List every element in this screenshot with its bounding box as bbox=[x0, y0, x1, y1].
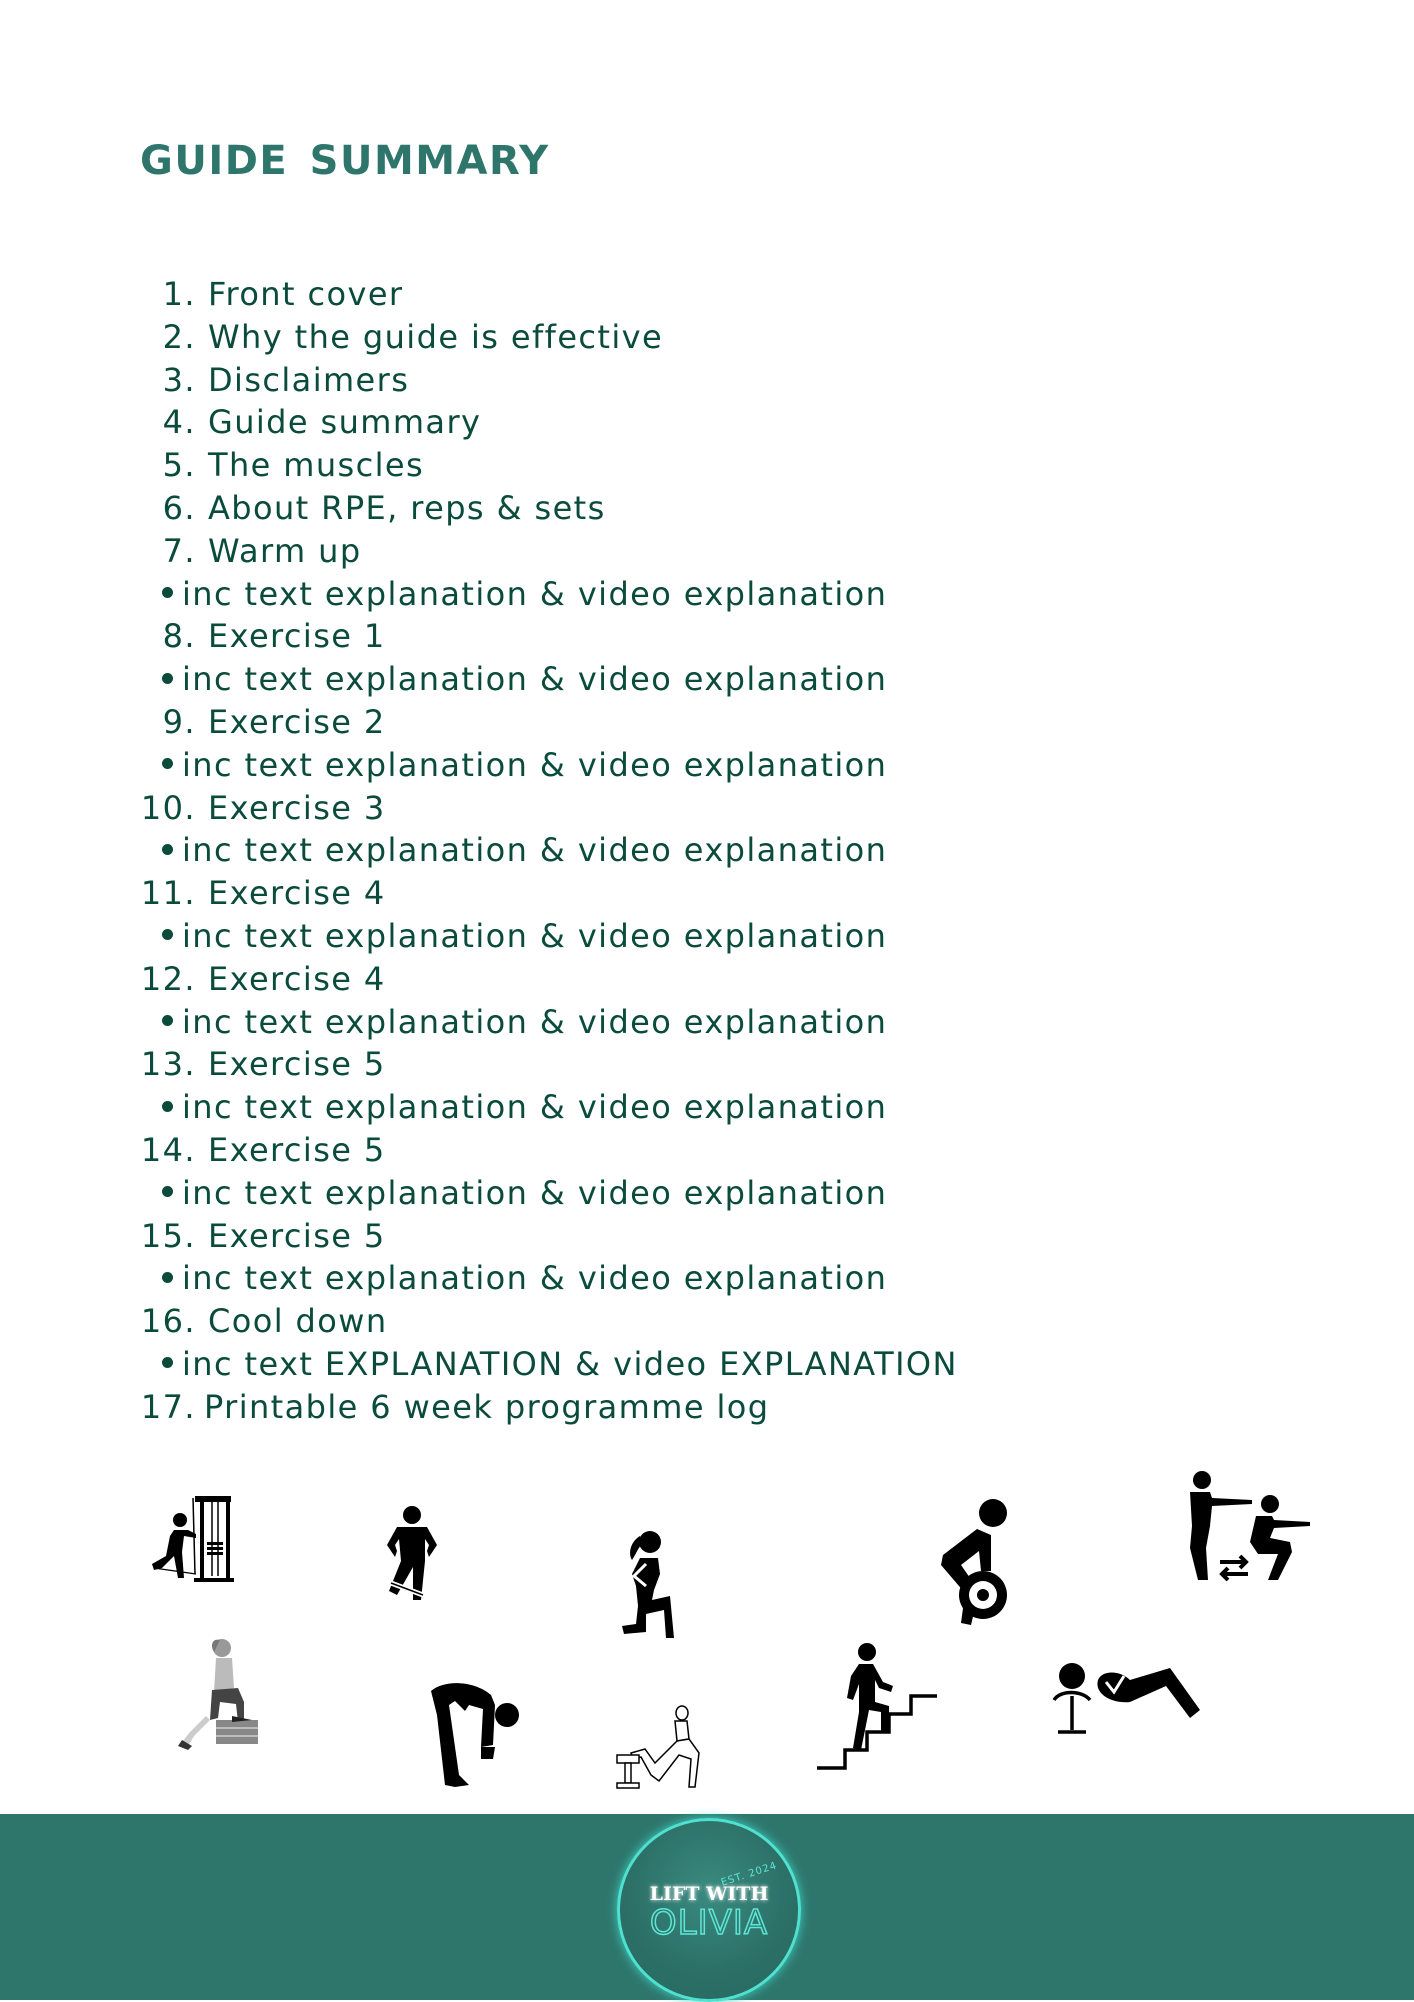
toc-item-number: 12. bbox=[140, 959, 196, 998]
toc-item-number: 8. bbox=[162, 617, 196, 656]
toc-item bbox=[140, 1300, 958, 1343]
logo-est: EST. 2024 bbox=[719, 1860, 779, 1889]
toc-item-label: The muscles bbox=[208, 446, 425, 485]
toc-item-label: inc text EXPLANATION & video EXPLANATION bbox=[182, 1344, 958, 1383]
toc-item-label: Exercise 2 bbox=[208, 702, 386, 741]
bullet-icon bbox=[140, 915, 182, 958]
toc-item-label: Exercise 5 bbox=[208, 1045, 386, 1084]
toc-item bbox=[140, 1043, 958, 1086]
page-title: GUIDE SUMMARY bbox=[140, 138, 550, 184]
toc-item-number: 5. bbox=[162, 446, 196, 485]
logo-line1: LIFT WITH bbox=[649, 1883, 769, 1905]
toc-item-label: inc text explanation & video explanation bbox=[182, 660, 888, 699]
toc-item-number: 9. bbox=[162, 702, 196, 741]
lunge-icon bbox=[610, 1530, 685, 1640]
toc-item-number: 15. bbox=[140, 1216, 196, 1255]
toc-item bbox=[140, 1215, 958, 1258]
toc-item-label: Exercise 4 bbox=[208, 874, 386, 913]
bullet-icon bbox=[140, 1257, 182, 1300]
toc-item-label: inc text explanation & video explanation bbox=[182, 1002, 888, 1041]
bullet-icon bbox=[140, 1343, 182, 1386]
toc-subitem bbox=[140, 915, 958, 958]
bullet-icon bbox=[140, 829, 182, 872]
toc-item-label: inc text explanation & video explanation bbox=[182, 1088, 888, 1127]
toc-item bbox=[140, 359, 958, 402]
bullet-icon bbox=[140, 1172, 182, 1215]
toc-item-number: 6. bbox=[162, 488, 196, 527]
toc-item-label: Exercise 5 bbox=[208, 1130, 386, 1169]
toc-item-label: Exercise 5 bbox=[208, 1216, 386, 1255]
toc-subitem bbox=[140, 1257, 958, 1300]
toc-item-label: Disclaimers bbox=[208, 360, 410, 399]
toc-item-label: inc text explanation & video explanation bbox=[182, 574, 888, 613]
toc-item-label: Printable 6 week programme log bbox=[204, 1387, 770, 1426]
toc-item bbox=[140, 872, 958, 915]
squat-icon bbox=[1180, 1470, 1315, 1585]
step-up-icon bbox=[170, 1636, 265, 1751]
toc-item-label: Cool down bbox=[208, 1302, 388, 1341]
toc-item-label: Warm up bbox=[208, 531, 362, 570]
toc-item-label: inc text explanation & video explanation bbox=[182, 1259, 888, 1298]
bullet-icon bbox=[140, 658, 182, 701]
toc-item-number: 4. bbox=[162, 403, 196, 442]
cable-kickback-icon bbox=[140, 1490, 240, 1590]
toc-item bbox=[140, 701, 958, 744]
hip-thrust-icon bbox=[1050, 1660, 1210, 1745]
toc-item bbox=[140, 958, 958, 1001]
toc-item-label: Guide summary bbox=[208, 403, 482, 442]
toc-item-number: 16. bbox=[140, 1302, 196, 1341]
banded-walk-icon bbox=[375, 1505, 450, 1610]
toc-subitem bbox=[140, 829, 958, 872]
toc-item-label: About RPE, reps & sets bbox=[208, 488, 606, 527]
bullet-icon bbox=[140, 1001, 182, 1044]
toc-item-label: Exercise 1 bbox=[208, 617, 386, 656]
logo-line2: OLIVIA bbox=[649, 1903, 769, 1943]
toc-item bbox=[140, 444, 958, 487]
toc-subitem bbox=[140, 1001, 958, 1044]
toc-item-label: Exercise 3 bbox=[208, 788, 386, 827]
footer-band bbox=[0, 1814, 1414, 2000]
toc-item bbox=[140, 615, 958, 658]
toc-item-number: 17. bbox=[140, 1387, 196, 1426]
toc-item-label: inc text explanation & video explanation bbox=[182, 831, 888, 870]
toc-item bbox=[140, 1129, 958, 1172]
toc-subitem bbox=[140, 1086, 958, 1129]
toc-item-number: 1. bbox=[162, 275, 196, 313]
toc-item-number: 10. bbox=[140, 788, 196, 827]
toc-item bbox=[140, 316, 958, 359]
toc-item-label: inc text explanation & video explanation bbox=[182, 916, 888, 955]
forward-fold-stretch-icon bbox=[425, 1675, 525, 1795]
toc-item-label: inc text explanation & video explanation bbox=[182, 745, 888, 784]
toc-item bbox=[140, 487, 958, 530]
toc-item-number: 7. bbox=[162, 531, 196, 570]
toc-item bbox=[140, 273, 958, 316]
bullet-icon bbox=[140, 1086, 182, 1129]
toc-item-label: Why the guide is effective bbox=[208, 317, 664, 356]
lift-with-olivia-logo bbox=[617, 1818, 801, 2002]
bullet-icon bbox=[140, 573, 182, 616]
toc-item bbox=[140, 1386, 958, 1429]
toc-item-number: 2. bbox=[162, 317, 196, 356]
toc-subitem bbox=[140, 658, 958, 701]
toc-item-number: 11. bbox=[140, 874, 196, 913]
bullet-icon bbox=[140, 744, 182, 787]
toc-subitem bbox=[140, 1172, 958, 1215]
bulgarian-split-squat-icon bbox=[615, 1705, 710, 1795]
toc-item bbox=[140, 530, 958, 573]
stair-climb-icon bbox=[815, 1640, 940, 1770]
toc-subitem bbox=[140, 1343, 958, 1386]
toc-item-label: Exercise 4 bbox=[208, 959, 386, 998]
toc-item-number: 13. bbox=[140, 1045, 196, 1084]
toc-subitem bbox=[140, 573, 958, 616]
guide-summary-list bbox=[140, 273, 958, 1429]
toc-item-label: Front cover bbox=[208, 275, 404, 313]
toc-item bbox=[140, 787, 958, 830]
toc-subitem bbox=[140, 744, 958, 787]
deadlift-icon bbox=[935, 1495, 1015, 1630]
toc-item bbox=[140, 401, 958, 444]
toc-item-label: inc text explanation & video explanation bbox=[182, 1173, 888, 1212]
toc-item-number: 3. bbox=[162, 360, 196, 399]
toc-item-number: 14. bbox=[140, 1130, 196, 1169]
